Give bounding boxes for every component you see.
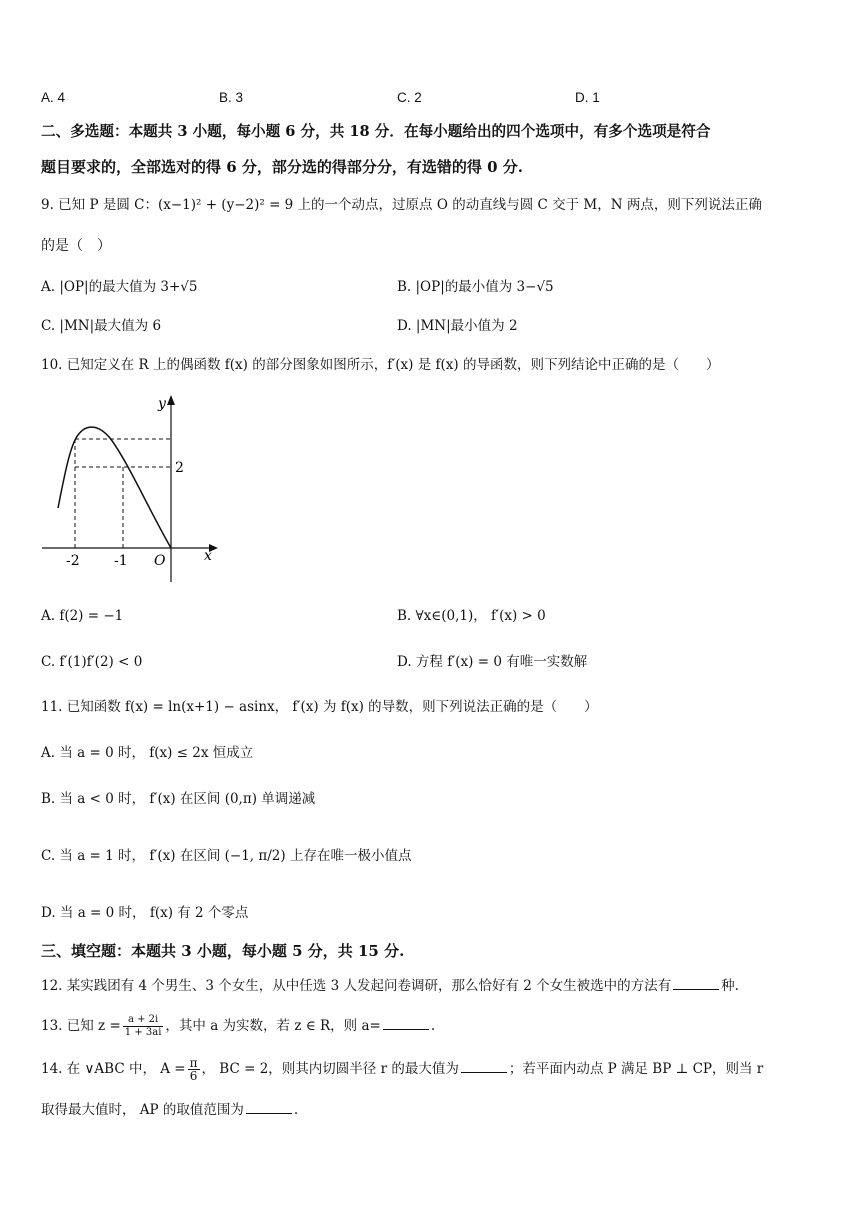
q14-denominator: 6 <box>189 1069 198 1083</box>
q12-answer-blank[interactable] <box>673 989 719 990</box>
q8-option-d: D. 1 <box>575 90 600 105</box>
q11-option-c: C. 当 a = 1 时， f′(x) 在区间 (−1, π/2) 上存在唯一极小值点 <box>41 848 412 864</box>
q9-option-a: A. |OP|的最大值为 3+√5 <box>41 279 198 295</box>
q14-mid2: ；若平面内动点 P 满足 BP ⊥ CP，则当 r <box>508 1061 764 1077</box>
q14-answer-blank-1[interactable] <box>461 1072 507 1073</box>
q12-question <box>41 976 739 996</box>
q11-option-d: D. 当 a = 0 时， f(x) 有 2 个零点 <box>41 905 249 921</box>
graph-origin-label: O <box>154 553 166 569</box>
q14-line2-text: 取得最大值时， AP 的取值范围为 <box>41 1102 244 1118</box>
q9-stem-line1: 9. 已知 P 是圆 C：(x−1)² + (y−2)² = 9 上的一个动点，过原点 O 的动直线与圆 C 交于 M，N 两点，则下列说法正确 <box>41 197 762 213</box>
section3-heading: 三、填空题：本题共 3 小题，每小题 5 分，共 15 分. <box>41 942 405 960</box>
q13-denominator: 1 + 3ai <box>124 1027 162 1038</box>
q10-option-d: D. 方程 f′(x) = 0 有唯一实数解 <box>397 654 588 670</box>
q10-option-b: B. ∀x∈(0,1)， f′(x) > 0 <box>397 608 546 624</box>
q14-end: . <box>293 1102 299 1118</box>
q10-option-c: C. f′(1)f′(2) < 0 <box>41 654 143 670</box>
q13-post: ，其中 a 为实数，若 z ∈ R，则 a= <box>165 1018 381 1034</box>
q14-line1 <box>41 1054 763 1084</box>
q14-mid: ， BC = 2，则其内切圆半径 r 的最大值为 <box>201 1061 459 1077</box>
q12-text: 12. 某实践团有 4 个男生、3 个女生，从中任选 3 人发起问卷调研，那么恰好有 2 个女生被选中的方法有 <box>41 978 672 994</box>
q11-option-a: A. 当 a = 0 时， f(x) ≤ 2x 恒成立 <box>41 745 254 761</box>
q10-stem: 10. 已知定义在 R 上的偶函数 f(x) 的部分图象如图所示，f′(x) 是 f(x) 的导函数，则下列结论中正确的是（ ） <box>41 357 720 373</box>
graph-y-label: y <box>158 396 166 412</box>
q8-option-a: A. 4 <box>41 90 66 105</box>
q8-option-b: B. 3 <box>219 90 244 105</box>
q9-option-d: D. |MN|最小值为 2 <box>397 318 518 334</box>
q9-stem-line2: 的是（ ） <box>41 238 111 254</box>
graph-x-tick-minus1: -1 <box>114 553 128 569</box>
q10-function-graph <box>38 390 223 585</box>
q10-option-a: A. f(2) = −1 <box>41 608 124 624</box>
q14-pre: 14. 在 ∨ABC 中， A = <box>41 1061 186 1077</box>
q13-question <box>41 1012 435 1040</box>
graph-y-arrow <box>167 395 175 405</box>
section2-heading-line2: 题目要求的，全部选对的得 6 分，部分选的得部分分，有选错的得 0 分. <box>41 158 523 176</box>
q9-option-b: B. |OP|的最小值为 3−√5 <box>397 279 554 295</box>
graph-x-tick-minus2: -2 <box>66 553 80 569</box>
q13-numerator: a + 2i <box>123 1014 164 1027</box>
section2-heading-line1: 二、多选题：本题共 3 小题，每小题 6 分，共 18 分．在每小题给出的四个选项中，有多个选项是符合 <box>41 123 711 140</box>
q12-tail: 种. <box>721 978 739 994</box>
q9-option-c: C. |MN|最大值为 6 <box>41 318 162 334</box>
q13-answer-blank[interactable] <box>383 1029 429 1030</box>
q14-answer-blank-2[interactable] <box>246 1113 292 1114</box>
graph-x-label: x <box>204 548 212 564</box>
graph-curve <box>58 427 171 548</box>
q11-stem: 11. 已知函数 f(x) = ln(x+1) − asinx， f′(x) 为 f(x) 的导数，则下列说法正确的是（ ） <box>41 699 598 715</box>
q13-end: . <box>430 1018 436 1034</box>
q14-fraction <box>188 1057 200 1082</box>
q11-option-b: B. 当 a < 0 时， f′(x) 在区间 (0,π) 单调递减 <box>41 791 316 807</box>
graph-y-tick-2: 2 <box>175 460 184 476</box>
q14-line2 <box>41 1100 298 1120</box>
q8-option-c: C. 2 <box>397 90 422 105</box>
q13-fraction <box>123 1014 164 1039</box>
q14-numerator: π <box>189 1056 198 1070</box>
q13-pre: 13. 已知 z = <box>41 1018 121 1034</box>
